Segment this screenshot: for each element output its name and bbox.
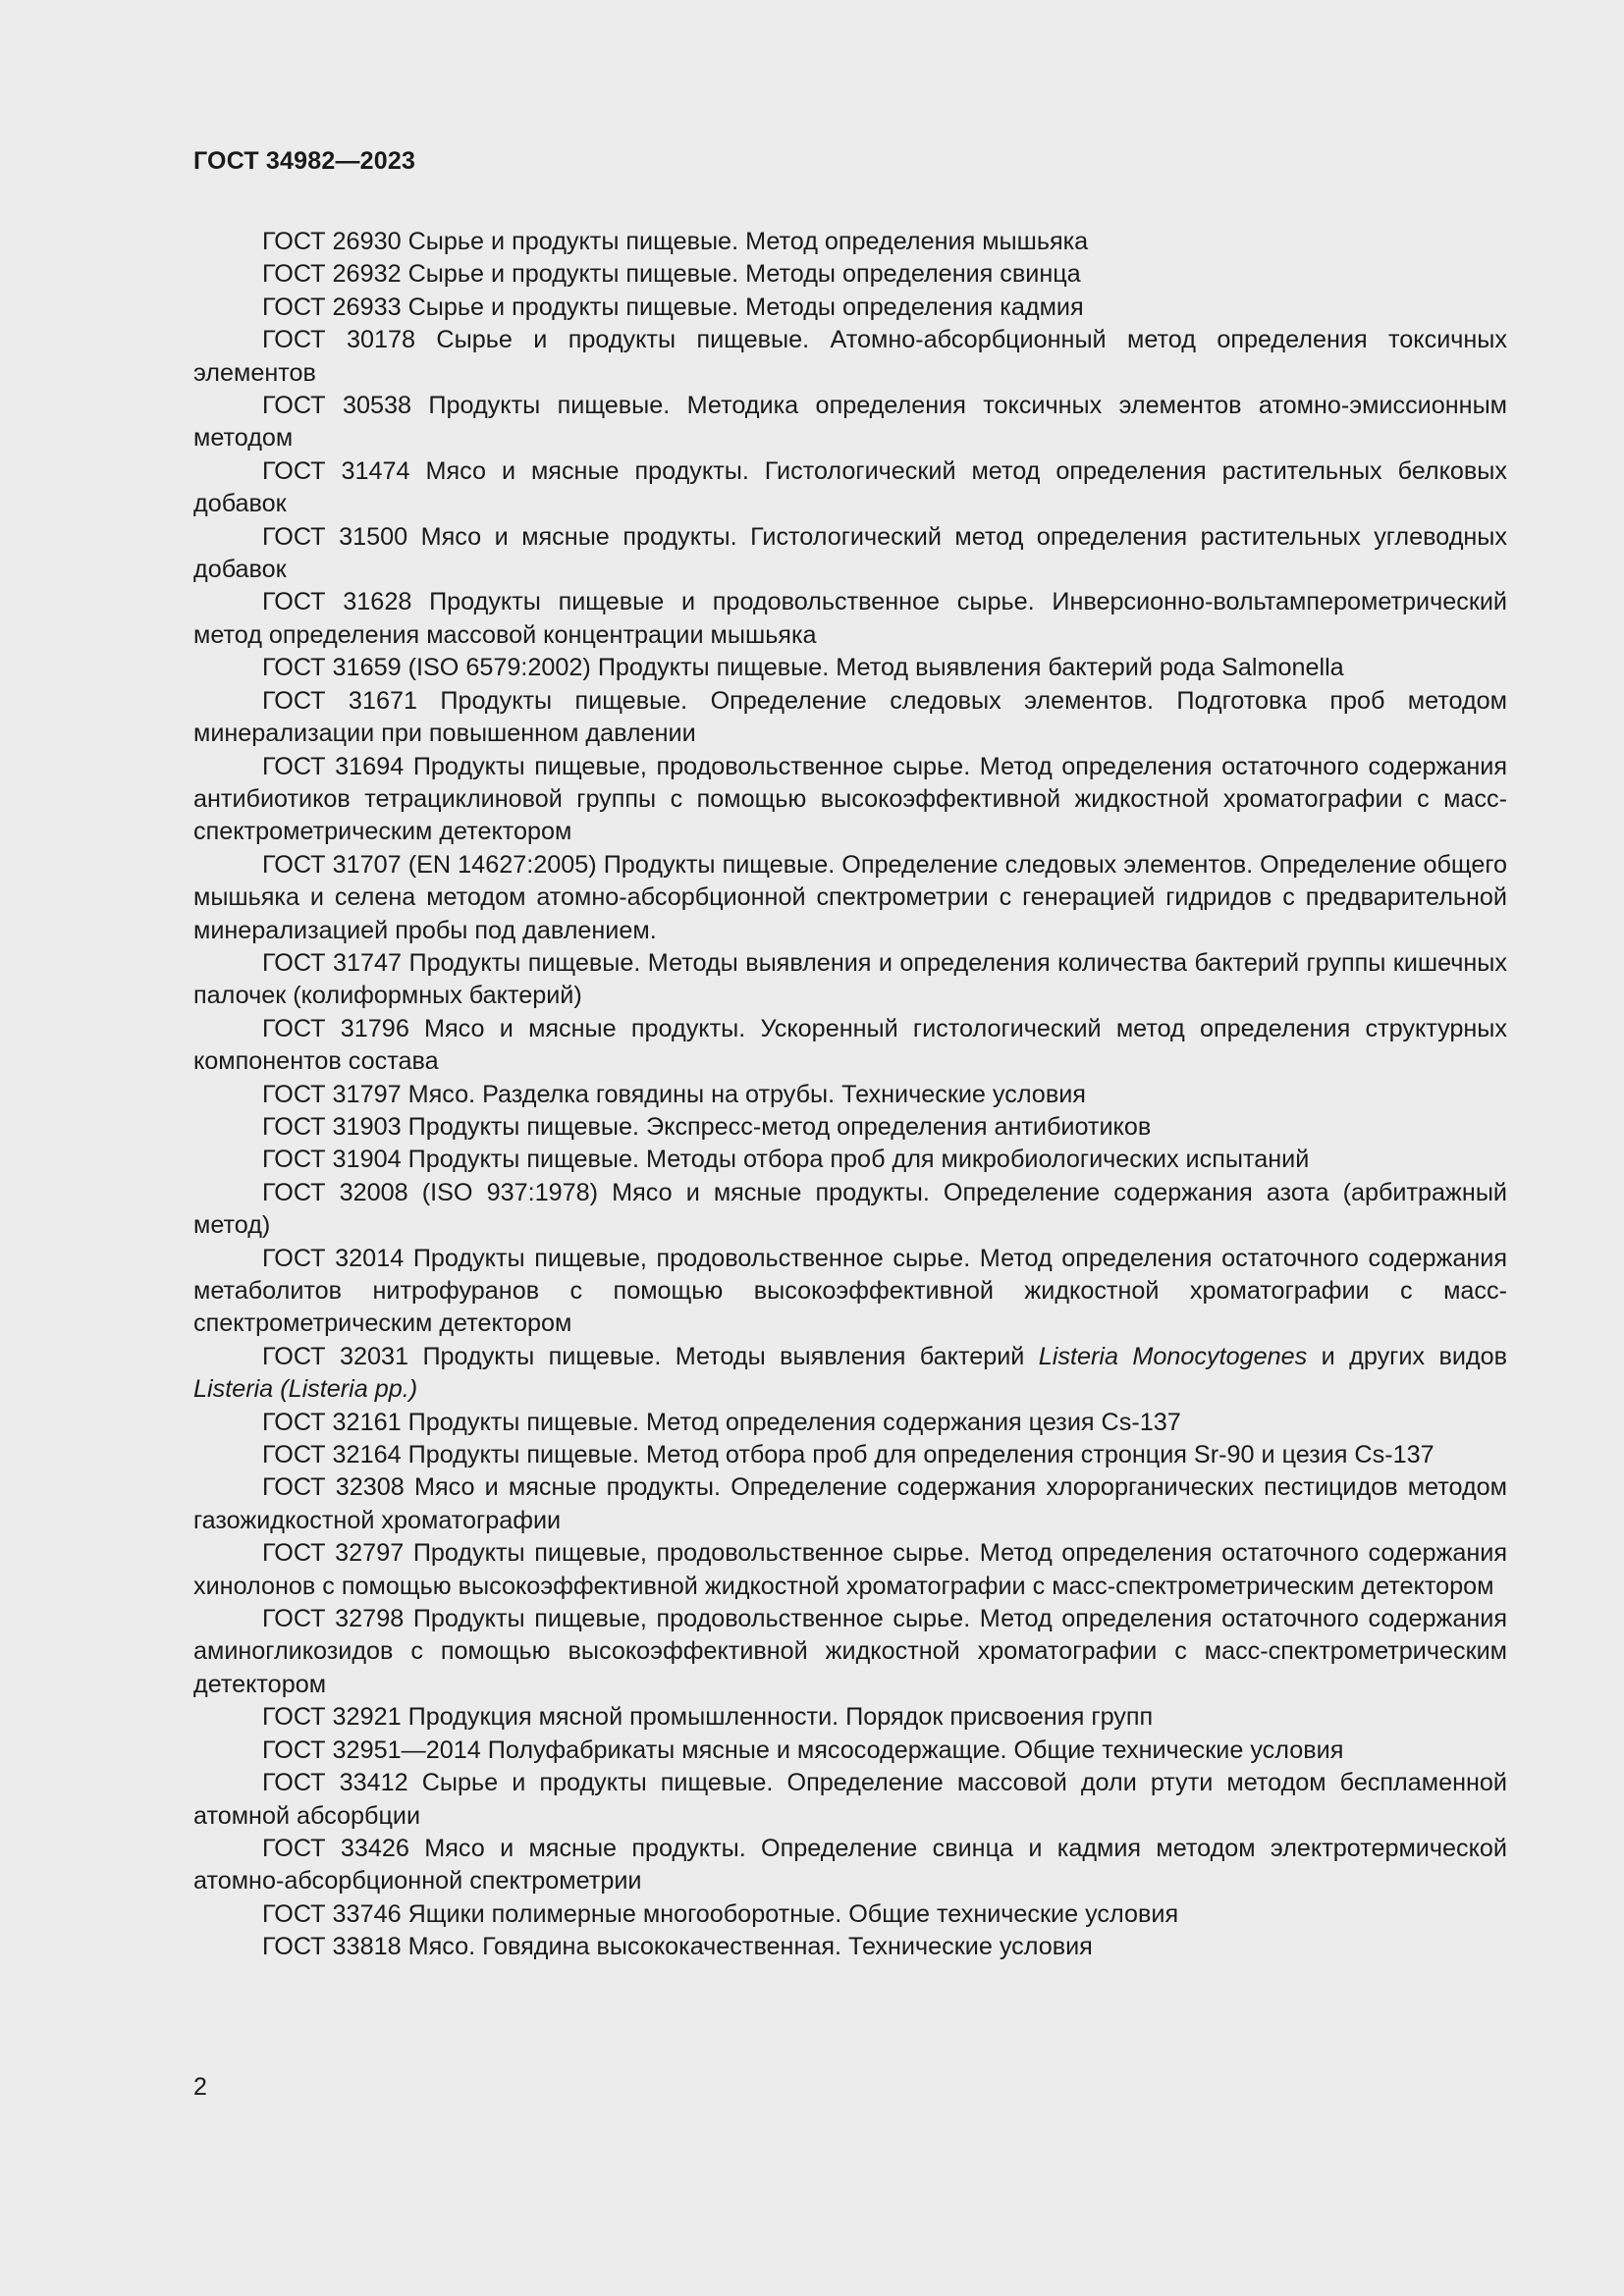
reference-item: ГОСТ 32161 Продукты пищевые. Метод определения содержания цезия Cs-137: [262, 1408, 1181, 1436]
reference-item: ГОСТ 31694 Продукты пищевые, продовольственное сырье. Метод определения остаточного содержания антибиотиков тетрациклиновой группы с помощью высокоэффективной жидкостной хроматографии с масс-спектрометрическим детектором: [193, 752, 1507, 846]
reference-item: ГОСТ 26930 Сырье и продукты пищевые. Метод определения мышьяка: [262, 228, 1089, 255]
normative-references-list: [193, 226, 1507, 1964]
reference-item: ГОСТ 33746 Ящики полимерные многооборотные. Общие технические условия: [262, 1899, 1179, 1928]
reference-item: ГОСТ 32798 Продукты пищевые, продовольственное сырье. Метод определения остаточного содержания аминогликозидов с помощью высокоэффективной жидкостной хроматографии с масс-спектрометрическим детектором: [193, 1605, 1507, 1698]
page-number: 2: [193, 2073, 207, 2101]
reference-item: ГОСТ 32797 Продукты пищевые, продовольственное сырье. Метод определения остаточного содержания хинолонов с помощью высокоэффективной жидкостной хроматографии с масс-спектрометрическим детектором: [193, 1539, 1507, 1600]
reference-item: ГОСТ 32921 Продукция мясной промышленности. Порядок присвоения групп: [262, 1703, 1154, 1732]
reference-item: ГОСТ 32308 Мясо и мясные продукты. Определение содержания хлорорганических пестицидов методом газожидкостной хроматографии: [193, 1473, 1507, 1534]
reference-item: ГОСТ 26932 Сырье и продукты пищевые. Методы определения свинца: [262, 260, 1081, 289]
reference-item: ГОСТ 31903 Продукты пищевые. Экспресс-метод определения антибиотиков: [262, 1112, 1152, 1141]
reference-item: ГОСТ 31671 Продукты пищевые. Определение следовых элементов. Подготовка проб методом минерализации при повышенном давлении: [193, 686, 1507, 748]
reference-item: ГОСТ 31747 Продукты пищевые. Методы выявления и определения количества бактерий группы кишечных палочек (колиформных бактерий): [193, 948, 1507, 1010]
reference-item: ГОСТ 31628 Продукты пищевые и продовольственное сырье. Инверсионно-вольтамперометрический метод определения массовой концентрации мышьяка: [193, 588, 1507, 649]
reference-italic-term: Listeria (Listeria pp.): [193, 1375, 418, 1404]
reference-item: ГОСТ 31474 Мясо и мясные продукты. Гистологический метод определения растительных белковых добавок: [193, 456, 1507, 518]
reference-text: ГОСТ 32031 Продукты пищевые. Методы выявления бактерий: [262, 1342, 1039, 1370]
reference-text: и других видов: [1307, 1342, 1507, 1370]
reference-item: ГОСТ 33426 Мясо и мясные продукты. Определение свинца и кадмия методом электротермической атомно-абсорбционной спектрометрии: [193, 1834, 1507, 1896]
reference-item: ГОСТ 32164 Продукты пищевые. Метод отбора проб для определения стронция Sr-90 и цезия Cs-137: [262, 1441, 1435, 1469]
reference-item: ГОСТ 31904 Продукты пищевые. Методы отбора проб для микробиологических испытаний: [262, 1146, 1310, 1174]
reference-item: [193, 1341, 1507, 1407]
reference-item: ГОСТ 31659 (ISO 6579:2002) Продукты пищевые. Метод выявления бактерий рода Salmonella: [262, 654, 1344, 682]
reference-item: ГОСТ 33818 Мясо. Говядина высококачественная. Технические условия: [262, 1933, 1093, 1961]
document-code-header: ГОСТ 34982—2023: [193, 147, 416, 175]
reference-item: ГОСТ 31500 Мясо и мясные продукты. Гистологический метод определения растительных углеводных добавок: [193, 522, 1507, 584]
reference-item: ГОСТ 30178 Сырье и продукты пищевые. Атомно-абсорбционный метод определения токсичных элементов: [193, 326, 1507, 387]
reference-item: ГОСТ 32008 (ISO 937:1978) Мясо и мясные продукты. Определение содержания азота (арбитражный метод): [193, 1178, 1507, 1240]
reference-item: ГОСТ 31797 Мясо. Разделка говядины на отрубы. Технические условия: [262, 1080, 1086, 1108]
reference-item: ГОСТ 30538 Продукты пищевые. Методика определения токсичных элементов атомно-эмиссионным методом: [193, 392, 1507, 453]
reference-item: ГОСТ 32951—2014 Полуфабрикаты мясные и мясосодержащие. Общие технические условия: [262, 1735, 1344, 1764]
reference-italic-term: Listeria Monocytogenes: [1038, 1342, 1308, 1370]
reference-item: ГОСТ 31707 (EN 14627:2005) Продукты пищевые. Определение следовых элементов. Определение общего мышьяка и селена методом атомно-абсорбционной спектрометрии с генерацией гидридов с предварительной минерализацией пробы под давлением.: [193, 850, 1507, 944]
reference-item: ГОСТ 32014 Продукты пищевые, продовольственное сырье. Метод определения остаточного содержания метаболитов нитрофуранов с помощью высокоэффективной жидкостной хроматографии с масс-спектрометрическим детектором: [193, 1244, 1507, 1338]
reference-item: ГОСТ 26933 Сырье и продукты пищевые. Методы определения кадмия: [262, 293, 1084, 321]
reference-item: ГОСТ 33412 Сырье и продукты пищевые. Определение массовой доли ртути методом беспламенной атомной абсорбции: [193, 1769, 1507, 1830]
reference-item: ГОСТ 31796 Мясо и мясные продукты. Ускоренный гистологический метод определения структурных компонентов состава: [193, 1014, 1507, 1076]
